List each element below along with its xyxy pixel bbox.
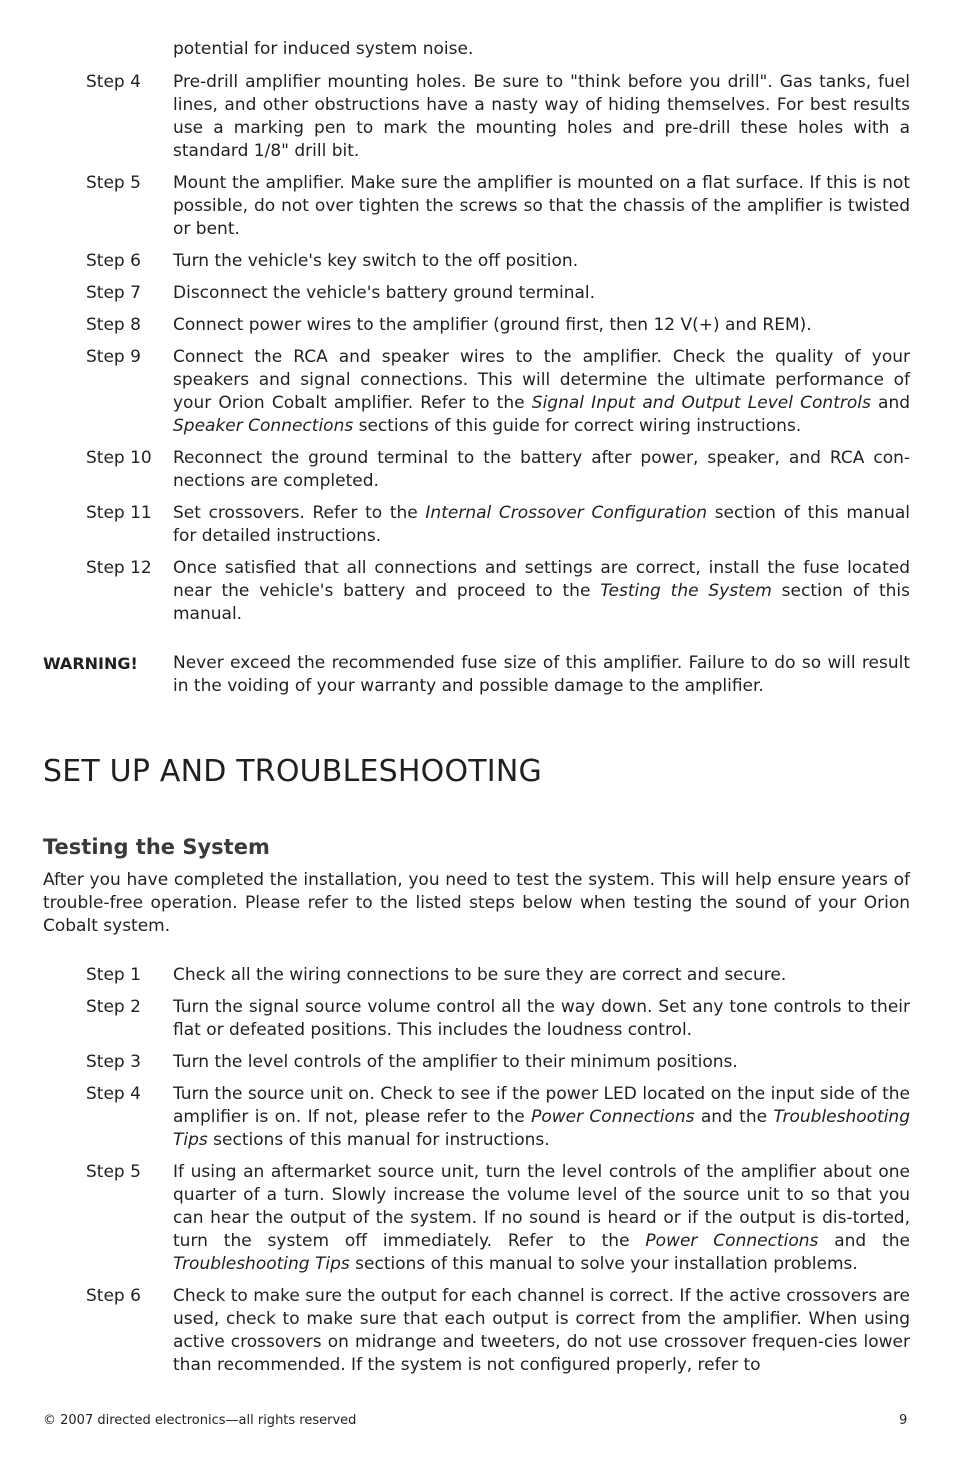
step-text: Once satisfied that all connections and settings are correct, install the fuse located near the vehicle's battery and proceed to the Testing the System section of this manual. xyxy=(173,558,910,624)
install-step-4 xyxy=(86,71,910,163)
step-label: Step 6 xyxy=(86,251,141,271)
step-text: Connect the RCA and speaker wires to the amplifier. Check the quality of your speakers and signal connections. This will determine the ultimate performance of your Orion Cobalt amplifier. Refer to the Signal Input and Output Level Controls and Speaker Connections sections of this guide for correct wiring instructions. xyxy=(173,347,911,436)
step-label: Step 5 xyxy=(86,1162,141,1182)
step-label: Step 4 xyxy=(86,72,141,92)
install-step-8 xyxy=(86,314,910,337)
subsection-title: Testing the System xyxy=(43,835,270,859)
test-step-5 xyxy=(86,1161,910,1276)
step-label: Step 2 xyxy=(86,997,141,1017)
footer-copyright: © 2007 directed electronics—all rights reserved xyxy=(43,1413,357,1428)
step-text: Mount the amplifier. Make sure the amplifier is mounted on a flat surface. If this is not possible, do not over tighten the screws so that the chassis of the amplifier is twisted or bent. xyxy=(173,173,910,239)
step-label: Step 3 xyxy=(86,1052,141,1072)
step-text: Disconnect the vehicle's battery ground terminal. xyxy=(173,283,596,303)
step-label: Step 10 xyxy=(86,448,152,468)
install-step-10 xyxy=(86,447,910,493)
warning-text: Never exceed the recommended fuse size of this amplifier. Failure to do so will result in the voiding of your warranty and possible damage to the amplifier. xyxy=(173,653,910,696)
install-step-5 xyxy=(86,172,910,241)
cross-reference: Power Connections xyxy=(645,1231,819,1251)
warning-note xyxy=(43,652,910,698)
step-text: Turn the signal source volume control all the way down. Set any tone controls to their flat or defeated positions. This includes the loudness control. xyxy=(173,997,910,1040)
cross-reference: Speaker Connections xyxy=(173,416,354,436)
step-label: Step 5 xyxy=(86,173,141,193)
test-step-2 xyxy=(86,996,910,1042)
step-text: Turn the source unit on. Check to see if the power LED located on the input side of the amplifier is on. If not, please refer to the Power Connections and the Troubleshooting Tips sections of this manual for instructions. xyxy=(173,1084,910,1150)
install-step-11 xyxy=(86,502,910,548)
install-step-6 xyxy=(86,250,910,273)
section-title: SET UP AND TROUBLESHOOTING xyxy=(43,754,542,789)
test-step-6 xyxy=(86,1285,910,1377)
step-text: Pre-drill amplifier mounting holes. Be sure to "think before you drill". Gas tanks, fuel lines, and other obstructions have a nasty way of hiding themselves. For best results use a marking pen to mark the mounting holes and pre-drill these holes with a standard 1/8" drill bit. xyxy=(173,72,910,161)
cross-reference: Power Connections xyxy=(531,1107,695,1127)
page-number: 9 xyxy=(899,1413,908,1428)
cross-reference: Signal Input and Output Level Controls xyxy=(531,393,871,413)
step-text: Check to make sure the output for each channel is correct. If the active crossovers are used, check to make sure that each output is correct from the amplifier. When using active crossovers on midrange and tweeters, do not use crossover frequen-cies lower than recommended. If the system is not configured properly, refer to xyxy=(173,1286,910,1375)
step-label: Step 8 xyxy=(86,315,141,335)
step-text: Reconnect the ground terminal to the battery after power, speaker, and RCA con-nections are completed. xyxy=(173,448,910,491)
step-label: Step 11 xyxy=(86,503,152,523)
intro-paragraph: After you have completed the installation, you need to test the system. This will help ensure years of trouble-free operation. Please refer to the listed steps below when testing the sound of your Orion Cobalt system. xyxy=(43,870,910,936)
step-text: If using an aftermarket source unit, turn the level controls of the amplifier about one quarter of a turn. Slowly increase the volume level of the source unit to so that you can hear the output of the system. If no sound is heard or if the output is dis-torted, turn the system off immediately. Refer to the Power Connections and the Troubleshooting Tips sections of this manual to solve your installation problems. xyxy=(173,1162,910,1274)
step-label: Step 12 xyxy=(86,558,152,578)
continuation-text: potential for induced system noise. xyxy=(173,39,474,59)
step-label: Step 4 xyxy=(86,1084,141,1104)
cross-reference: Testing the System xyxy=(600,581,772,601)
cross-reference: Troubleshooting Tips xyxy=(173,1254,350,1274)
step-label: Step 1 xyxy=(86,965,141,985)
test-step-1 xyxy=(86,964,910,987)
step-text: Turn the vehicle's key switch to the off position. xyxy=(173,251,579,271)
warning-label: WARNING! xyxy=(43,654,138,673)
install-step-9 xyxy=(86,346,910,438)
test-step-3 xyxy=(86,1051,910,1074)
cross-reference: Troubleshooting Tips xyxy=(173,1107,910,1150)
step-label: Step 6 xyxy=(86,1286,141,1306)
step-text: Connect power wires to the amplifier (ground first, then 12 V(+) and REM). xyxy=(173,315,812,335)
step-text: Check all the wiring connections to be sure they are correct and secure. xyxy=(173,965,787,985)
step-text: Set crossovers. Refer to the Internal Crossover Configuration section of this manual for detailed instructions. xyxy=(173,503,911,546)
test-step-4 xyxy=(86,1083,910,1152)
install-step-7 xyxy=(86,282,910,305)
step-text: Turn the level controls of the amplifier to their minimum positions. xyxy=(173,1052,738,1072)
cross-reference: Internal Crossover Configuration xyxy=(425,503,708,523)
step-label: Step 9 xyxy=(86,347,141,367)
install-step-12 xyxy=(86,557,910,626)
step-label: Step 7 xyxy=(86,283,141,303)
